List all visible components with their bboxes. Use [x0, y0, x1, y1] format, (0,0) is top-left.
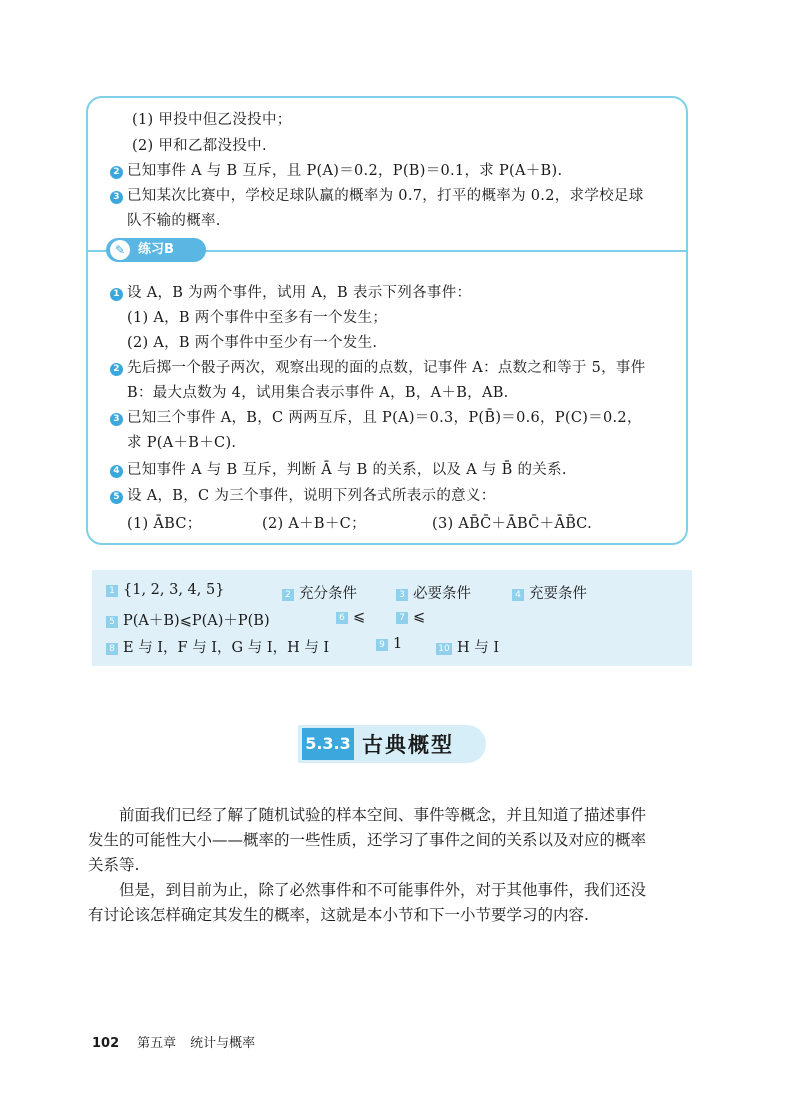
answer-number: 5 [106, 616, 118, 628]
answer-item [282, 582, 357, 603]
page-number: 102 [92, 1036, 120, 1051]
exercise-a-line-1: (1) 甲投中但乙没投中； [132, 112, 292, 128]
answer-item [106, 609, 270, 630]
question-text: 已知某次比赛中，学校足球队赢的概率为 0.7，打平的概率为 0.2，求学校足球 [127, 188, 644, 204]
page-footer [92, 1032, 255, 1051]
answer-text: ⩽ [413, 609, 426, 625]
practice-b-q5-part1: (1) ĀBC； [127, 516, 202, 532]
answer-text: H 与 I [457, 640, 500, 656]
practice-b-q5-part3: (3) AB̄C̄＋ĀBC̄＋ĀB̄C. [432, 516, 592, 532]
pencil-icon: ✎ [110, 240, 130, 260]
answer-text: P(A＋B)⩽P(A)＋P(B) [123, 613, 270, 629]
question-number-badge: 3 [110, 413, 123, 426]
chapter-title: 统计与概率 [190, 1036, 256, 1051]
answer-text: ⩽ [353, 609, 366, 625]
practice-b-q2-cont: B：最大点数为 4，试用集合表示事件 A，B，A＋B，AB. [127, 385, 509, 401]
section-number: 5.3.3 [302, 728, 354, 760]
question-text: 已知事件 A 与 B 互斥，且 P(A)＝0.2，P(B)＝0.1，求 P(A＋B). [127, 163, 563, 179]
answer-text: 必要条件 [413, 586, 471, 602]
practice-b-q5 [110, 484, 496, 505]
question-number-badge: 5 [110, 491, 123, 504]
answer-item [512, 582, 587, 603]
answer-number: 8 [106, 643, 118, 655]
answer-number: 4 [512, 589, 524, 601]
answer-number: 7 [396, 612, 408, 624]
question-number-badge: 2 [110, 166, 123, 179]
answer-text: 1 [393, 636, 403, 652]
body-paragraph-2: 但是，到目前为止，除了必然事件和不可能事件外，对于其他事件，我们还没有讨论该怎样确定其发生的概率，这就是本小节和下一小节要学习的内容. [88, 881, 647, 924]
section-heading [298, 725, 488, 763]
question-number-badge: 3 [110, 191, 123, 204]
answer-item [396, 609, 425, 625]
answer-number: 9 [376, 639, 388, 651]
answer-text: E 与 I，F 与 I，G 与 I，H 与 I [123, 640, 330, 656]
answers-panel [92, 570, 692, 666]
answer-item [336, 609, 365, 625]
answer-number: 1 [106, 585, 118, 597]
practice-b-q5-part2: (2) A＋B＋C； [262, 516, 366, 532]
answer-number: 3 [396, 589, 408, 601]
practice-b-q1-part2: (2) A，B 两个事件中至少有一个发生. [127, 335, 378, 351]
section-title: 古典概型 [362, 733, 454, 757]
body-paragraph-1: 前面我们已经了解了随机试验的样本空间、事件等概念，并且知道了描述事件发生的可能性大小——概率的一些性质，还学习了事件之间的关系以及对应的概率关系等. [88, 806, 647, 874]
practice-b-q4 [110, 458, 567, 479]
question-text: 设 A，B，C 为三个事件，说明下列各式所表示的意义： [127, 488, 496, 504]
exercise-a-line-2: (2) 甲和乙都没投中. [132, 138, 267, 154]
practice-b-q1-part1: (1) A，B 两个事件中至多有一个发生； [127, 310, 388, 326]
answer-item [376, 636, 402, 652]
exercise-a-q2 [110, 159, 562, 180]
exercise-a-q3-cont: 队不输的概率. [127, 213, 221, 229]
answer-item [106, 636, 329, 657]
question-number-badge: 4 [110, 465, 123, 478]
practice-b-q3-cont: 求 P(A＋B＋C). [127, 435, 237, 451]
practice-b-q2 [110, 356, 646, 377]
question-number-badge: 1 [110, 288, 123, 301]
practice-b-tag [106, 238, 206, 262]
question-number-badge: 2 [110, 363, 123, 376]
practice-b-q1 [110, 281, 471, 302]
question-text: 已知三个事件 A，B，C 两两互斥，且 P(A)＝0.3，P(B̄)＝0.6，P(C)＝0.2， [127, 410, 642, 426]
answer-item [396, 582, 471, 603]
answer-text: {1, 2, 3, 4, 5} [123, 582, 225, 598]
exercise-box [86, 96, 688, 545]
answer-text: 充要条件 [529, 586, 587, 602]
answer-number: 10 [436, 643, 452, 655]
chapter-label: 第五章 [137, 1036, 177, 1051]
exercise-a-q3 [110, 184, 644, 205]
answer-text: 充分条件 [299, 586, 357, 602]
answer-item [436, 636, 499, 657]
question-text: 设 A，B 为两个事件，试用 A，B 表示下列各事件： [127, 285, 472, 301]
practice-b-label: 练习B [138, 242, 174, 257]
answer-number: 2 [282, 589, 294, 601]
answer-number: 6 [336, 612, 348, 624]
practice-b-q3 [110, 406, 642, 427]
question-text: 已知事件 A 与 B 互斥，判断 Ā 与 B 的关系，以及 A 与 B̄ 的关系. [127, 462, 567, 478]
answer-item [106, 582, 224, 598]
question-text: 先后掷一个骰子两次，观察出现的面的点数，记事件 A：点数之和等于 5，事件 [127, 360, 646, 376]
